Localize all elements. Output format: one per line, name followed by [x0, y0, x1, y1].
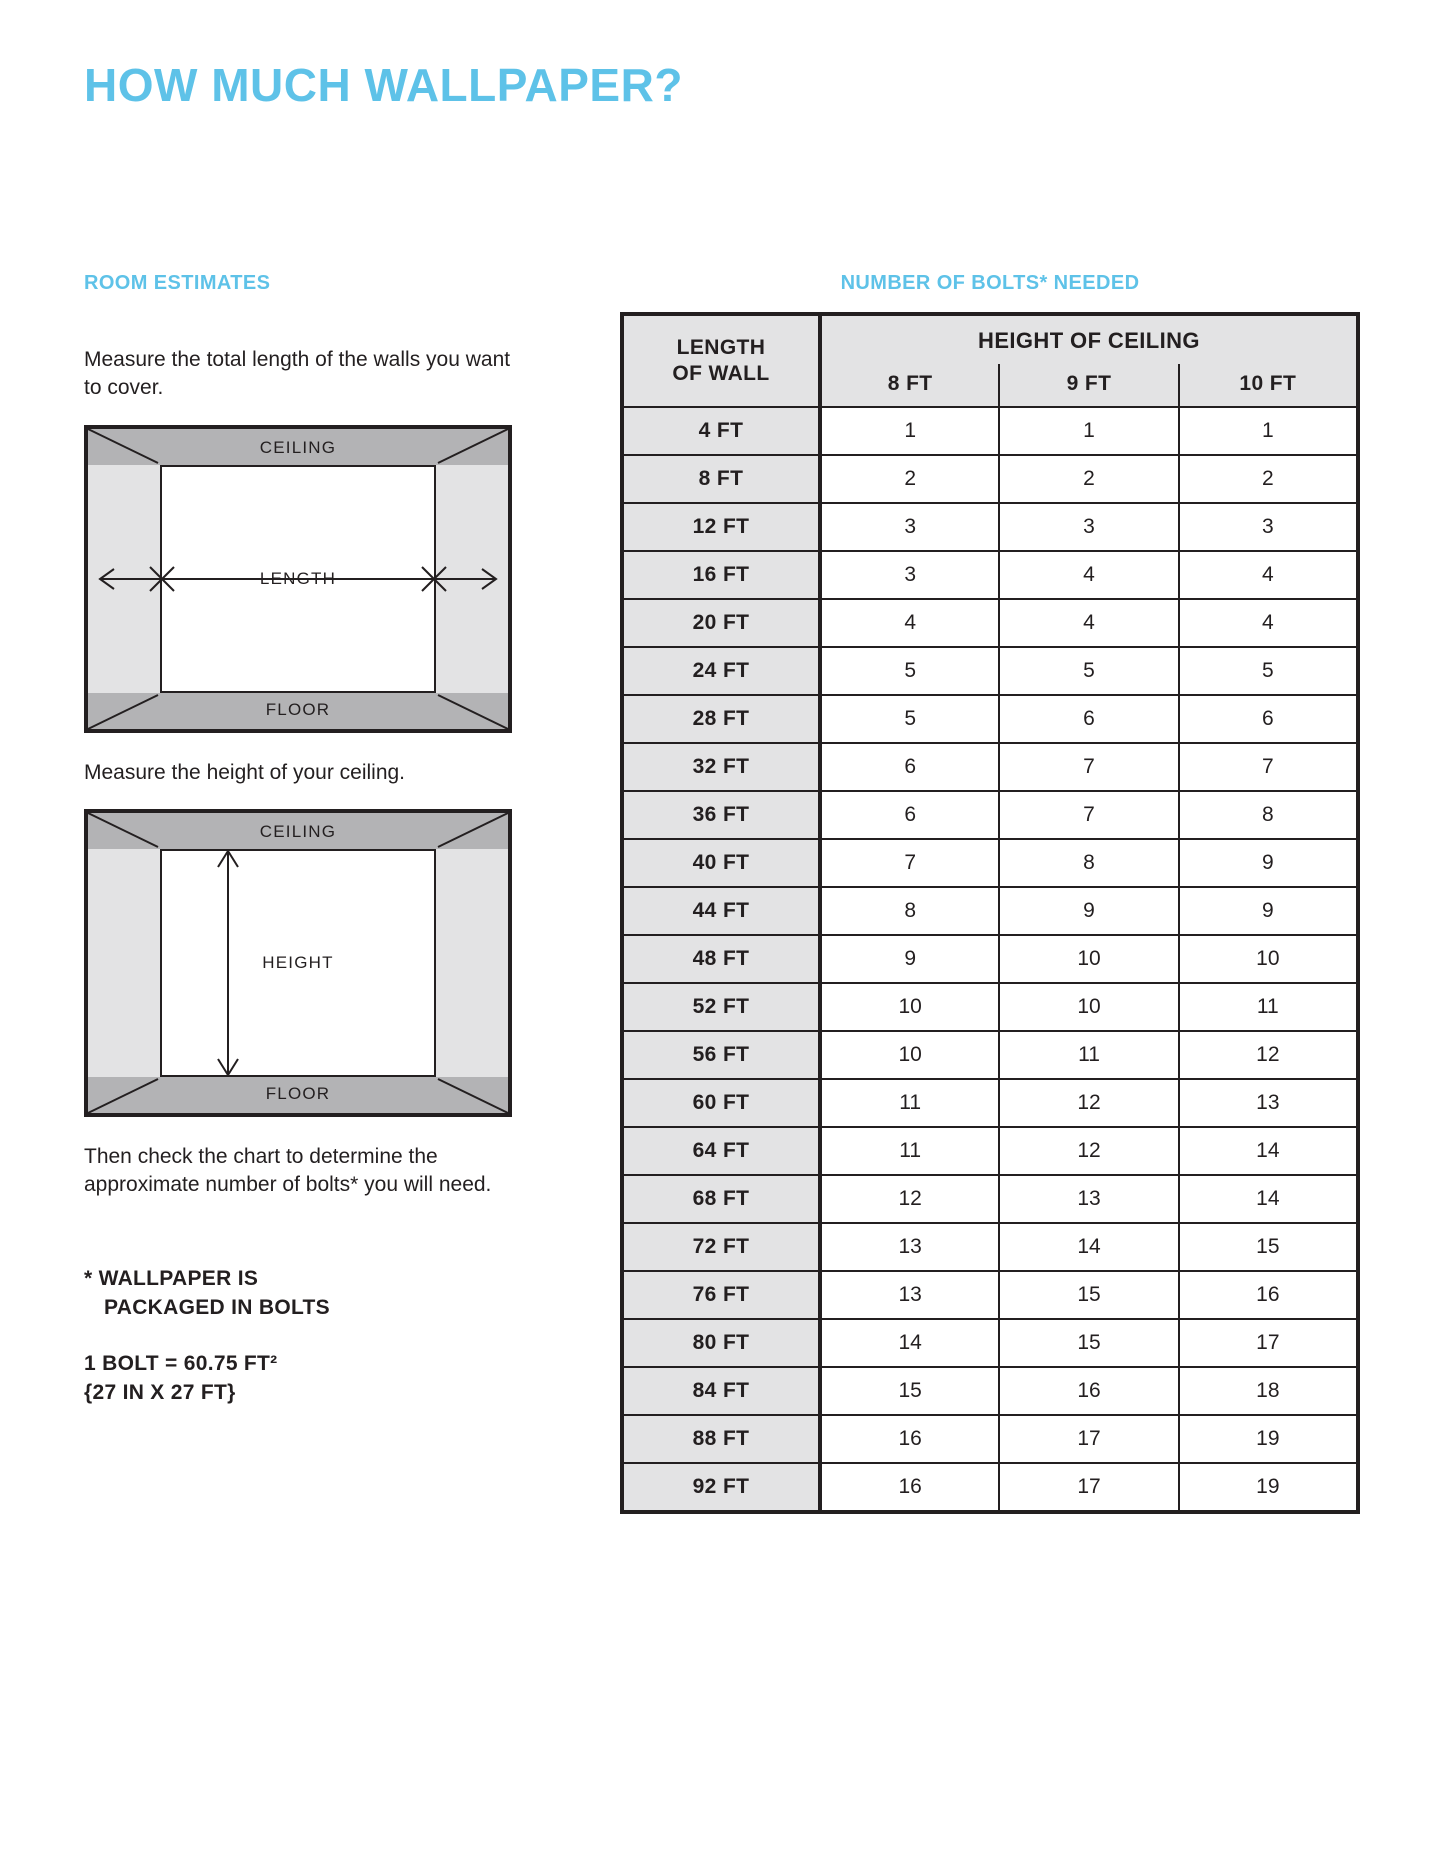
- cell-bolts-8ft: 14: [820, 1319, 999, 1367]
- cell-bolts-8ft: 1: [820, 407, 999, 455]
- footnote-line-1: * WALLPAPER IS: [84, 1266, 259, 1290]
- cell-length: 36 FT: [622, 791, 820, 839]
- cell-bolts-10ft: 8: [1179, 791, 1358, 839]
- cell-bolts-9ft: 12: [999, 1079, 1178, 1127]
- cell-bolts-9ft: 15: [999, 1271, 1178, 1319]
- cell-bolts-10ft: 2: [1179, 455, 1358, 503]
- header-length-line-1: LENGTH: [676, 335, 766, 359]
- bolt-size-note: [84, 1349, 514, 1408]
- cell-bolts-10ft: 10: [1179, 935, 1358, 983]
- bolts-needed-heading: NUMBER OF BOLTS* NEEDED: [840, 272, 1140, 294]
- header-col-10ft: 10 FT: [1179, 364, 1358, 407]
- cell-bolts-8ft: 10: [820, 983, 999, 1031]
- cell-bolts-9ft: 8: [999, 839, 1178, 887]
- instruction-measure-height: Measure the height of your ceiling.: [84, 760, 406, 784]
- cell-bolts-10ft: 14: [1179, 1175, 1358, 1223]
- cell-length: 40 FT: [622, 839, 820, 887]
- cell-bolts-8ft: 12: [820, 1175, 999, 1223]
- table-row: [622, 1463, 1358, 1512]
- cell-bolts-8ft: 7: [820, 839, 999, 887]
- cell-bolts-9ft: 5: [999, 647, 1178, 695]
- cell-length: 12 FT: [622, 503, 820, 551]
- cell-length: 20 FT: [622, 599, 820, 647]
- header-col-9ft: 9 FT: [999, 364, 1178, 407]
- cell-bolts-8ft: 3: [820, 551, 999, 599]
- table-row: [622, 743, 1358, 791]
- cell-bolts-10ft: 9: [1179, 839, 1358, 887]
- table-row: [622, 647, 1358, 695]
- left-column: [84, 330, 514, 1407]
- cell-bolts-9ft: 17: [999, 1463, 1178, 1512]
- bolts-table-head: [622, 314, 1358, 407]
- cell-bolts-10ft: 14: [1179, 1127, 1358, 1175]
- bolts-table: [620, 312, 1360, 1514]
- table-row: [622, 1367, 1358, 1415]
- header-length-of-wall: [622, 314, 820, 407]
- cell-bolts-10ft: 19: [1179, 1463, 1358, 1512]
- cell-bolts-10ft: 3: [1179, 503, 1358, 551]
- cell-length: 24 FT: [622, 647, 820, 695]
- table-row: [622, 455, 1358, 503]
- cell-bolts-10ft: 16: [1179, 1271, 1358, 1319]
- cell-bolts-9ft: 3: [999, 503, 1178, 551]
- cell-bolts-9ft: 6: [999, 695, 1178, 743]
- cell-bolts-9ft: 15: [999, 1319, 1178, 1367]
- cell-bolts-8ft: 5: [820, 647, 999, 695]
- cell-bolts-9ft: 17: [999, 1415, 1178, 1463]
- cell-bolts-8ft: 9: [820, 935, 999, 983]
- cell-bolts-10ft: 17: [1179, 1319, 1358, 1367]
- cell-bolts-9ft: 9: [999, 887, 1178, 935]
- cell-length: 76 FT: [622, 1271, 820, 1319]
- cell-bolts-8ft: 6: [820, 743, 999, 791]
- diagram-floor-label: FLOOR: [265, 699, 331, 719]
- cell-length: 44 FT: [622, 887, 820, 935]
- table-row: [622, 599, 1358, 647]
- cell-bolts-9ft: 14: [999, 1223, 1178, 1271]
- cell-bolts-10ft: 1: [1179, 407, 1358, 455]
- cell-length: 56 FT: [622, 1031, 820, 1079]
- table-row: [622, 1031, 1358, 1079]
- cell-bolts-8ft: 11: [820, 1127, 999, 1175]
- cell-bolts-9ft: 2: [999, 455, 1178, 503]
- cell-bolts-8ft: 15: [820, 1367, 999, 1415]
- header-height-of-ceiling: HEIGHT OF CEILING: [820, 314, 1358, 364]
- bolts-table-wrapper: [620, 312, 1360, 1514]
- cell-length: 16 FT: [622, 551, 820, 599]
- cell-bolts-10ft: 12: [1179, 1031, 1358, 1079]
- cell-bolts-9ft: 13: [999, 1175, 1178, 1223]
- cell-length: 84 FT: [622, 1367, 820, 1415]
- cell-bolts-8ft: 10: [820, 1031, 999, 1079]
- cell-length: 52 FT: [622, 983, 820, 1031]
- table-row: [622, 1319, 1358, 1367]
- table-row: [622, 1415, 1358, 1463]
- table-row: [622, 503, 1358, 551]
- cell-length: 28 FT: [622, 695, 820, 743]
- cell-length: 72 FT: [622, 1223, 820, 1271]
- bolts-table-body: [622, 407, 1358, 1512]
- table-row: [622, 1223, 1358, 1271]
- table-row: [622, 551, 1358, 599]
- table-row: [622, 1079, 1358, 1127]
- cell-length: 92 FT: [622, 1463, 820, 1512]
- cell-bolts-8ft: 4: [820, 599, 999, 647]
- cell-bolts-10ft: 9: [1179, 887, 1358, 935]
- diagram-ceiling-label: CEILING: [259, 822, 337, 842]
- cell-length: 80 FT: [622, 1319, 820, 1367]
- cell-bolts-9ft: 10: [999, 935, 1178, 983]
- cell-bolts-10ft: 4: [1179, 551, 1358, 599]
- table-row: [622, 1175, 1358, 1223]
- table-row: [622, 1271, 1358, 1319]
- diagram-length-label: LENGTH: [259, 568, 337, 588]
- diagram-floor-label: FLOOR: [265, 1084, 331, 1104]
- table-row: [622, 935, 1358, 983]
- footnote-packaged-in-bolts: [84, 1264, 514, 1323]
- cell-length: 48 FT: [622, 935, 820, 983]
- cell-length: 88 FT: [622, 1415, 820, 1463]
- cell-bolts-9ft: 7: [999, 791, 1178, 839]
- diagram-ceiling-label: CEILING: [259, 437, 337, 457]
- cell-bolts-10ft: 19: [1179, 1415, 1358, 1463]
- room-diagram-length: [84, 425, 512, 733]
- cell-bolts-8ft: 3: [820, 503, 999, 551]
- instruction-measure-length: Measure the total length of the walls you want to cover.: [84, 348, 511, 400]
- bolt-size-line-1: 1 BOLT = 60.75 FT²: [84, 1351, 278, 1375]
- table-row: [622, 983, 1358, 1031]
- cell-bolts-10ft: 15: [1179, 1223, 1358, 1271]
- cell-bolts-10ft: 7: [1179, 743, 1358, 791]
- cell-bolts-10ft: 18: [1179, 1367, 1358, 1415]
- table-row: [622, 695, 1358, 743]
- cell-bolts-9ft: 4: [999, 599, 1178, 647]
- table-row: [622, 1127, 1358, 1175]
- cell-length: 4 FT: [622, 407, 820, 455]
- cell-bolts-9ft: 16: [999, 1367, 1178, 1415]
- cell-bolts-9ft: 7: [999, 743, 1178, 791]
- room-diagram-height: [84, 809, 512, 1117]
- cell-length: 32 FT: [622, 743, 820, 791]
- cell-length: 64 FT: [622, 1127, 820, 1175]
- cell-bolts-9ft: 12: [999, 1127, 1178, 1175]
- cell-bolts-10ft: 11: [1179, 983, 1358, 1031]
- cell-bolts-8ft: 16: [820, 1415, 999, 1463]
- table-row: [622, 791, 1358, 839]
- cell-bolts-9ft: 11: [999, 1031, 1178, 1079]
- cell-length: 60 FT: [622, 1079, 820, 1127]
- cell-length: 68 FT: [622, 1175, 820, 1223]
- page-title: HOW MUCH WALLPAPER?: [84, 59, 683, 111]
- cell-bolts-10ft: 13: [1179, 1079, 1358, 1127]
- table-header-row-1: [622, 314, 1358, 364]
- cell-length: 8 FT: [622, 455, 820, 503]
- cell-bolts-9ft: 1: [999, 407, 1178, 455]
- cell-bolts-8ft: 13: [820, 1223, 999, 1271]
- cell-bolts-10ft: 6: [1179, 695, 1358, 743]
- header-length-line-2: OF WALL: [672, 362, 770, 385]
- cell-bolts-8ft: 5: [820, 695, 999, 743]
- table-row: [622, 407, 1358, 455]
- table-row: [622, 887, 1358, 935]
- cell-bolts-10ft: 4: [1179, 599, 1358, 647]
- instruction-check-chart: Then check the chart to determine the approximate number of bolts* you will need.: [84, 1145, 492, 1197]
- room-estimates-heading: ROOM ESTIMATES: [84, 272, 271, 294]
- table-row: [622, 839, 1358, 887]
- cell-bolts-9ft: 10: [999, 983, 1178, 1031]
- footnote-line-2: PACKAGED IN BOLTS: [104, 1296, 330, 1320]
- header-col-8ft: 8 FT: [820, 364, 999, 407]
- cell-bolts-9ft: 4: [999, 551, 1178, 599]
- cell-bolts-10ft: 5: [1179, 647, 1358, 695]
- cell-bolts-8ft: 11: [820, 1079, 999, 1127]
- diagram-height-label: HEIGHT: [262, 953, 334, 973]
- cell-bolts-8ft: 13: [820, 1271, 999, 1319]
- cell-bolts-8ft: 2: [820, 455, 999, 503]
- bolt-size-line-2: {27 IN X 27 FT}: [84, 1380, 236, 1404]
- cell-bolts-8ft: 8: [820, 887, 999, 935]
- cell-bolts-8ft: 6: [820, 791, 999, 839]
- cell-bolts-8ft: 16: [820, 1463, 999, 1512]
